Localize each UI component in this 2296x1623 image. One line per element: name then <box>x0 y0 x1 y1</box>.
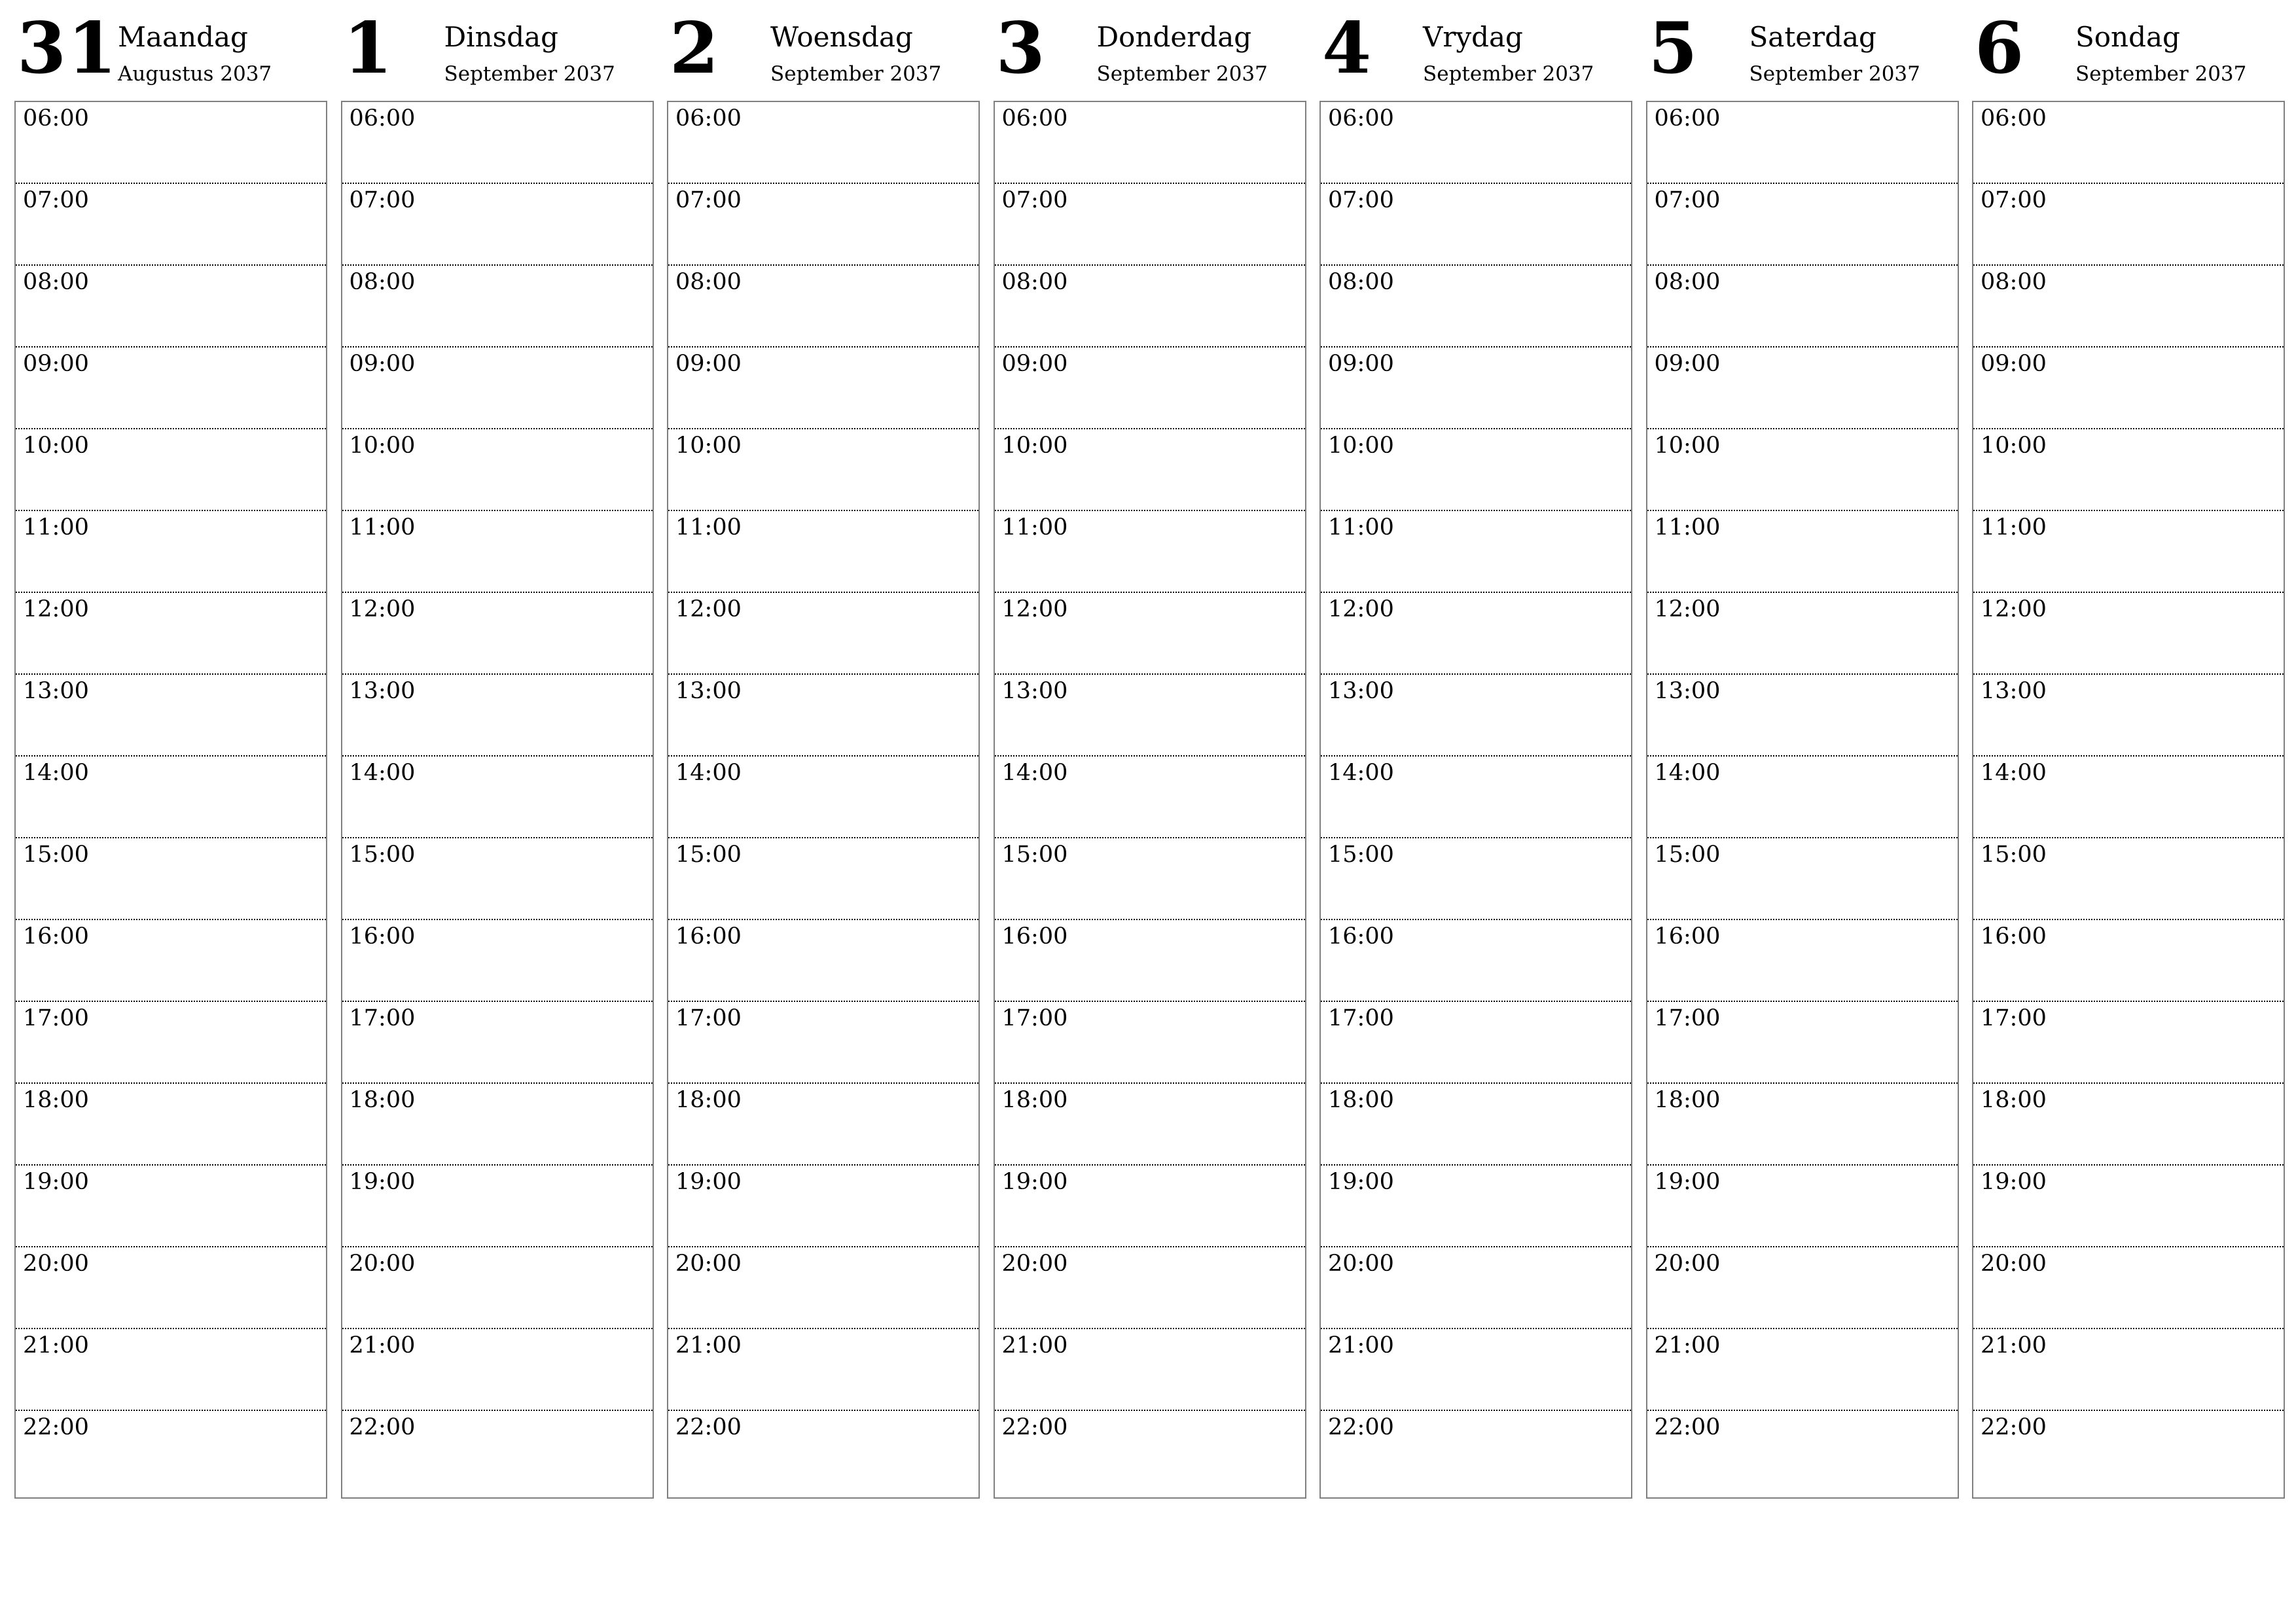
time-label: 13:00 <box>23 678 89 704</box>
time-slot[interactable] <box>16 184 326 266</box>
day-schedule-box <box>14 101 327 1499</box>
time-label: 13:00 <box>1328 678 1394 704</box>
time-slot[interactable] <box>1973 1411 2284 1493</box>
day-name: Maandag <box>118 21 248 53</box>
time-slot[interactable] <box>995 675 1305 757</box>
time-slot[interactable] <box>1973 593 2284 675</box>
time-slot[interactable] <box>995 1411 1305 1493</box>
time-label: 07:00 <box>1328 187 1394 213</box>
time-label: 11:00 <box>1654 514 1721 541</box>
time-label: 07:00 <box>1981 187 2047 213</box>
day-header <box>341 0 654 101</box>
time-slot[interactable] <box>342 1329 653 1411</box>
time-slot[interactable] <box>1647 593 1958 675</box>
month-year: September 2037 <box>1749 62 1920 86</box>
time-slot[interactable] <box>1321 838 1631 920</box>
time-slot[interactable] <box>16 511 326 593</box>
time-slot[interactable] <box>1321 102 1631 184</box>
time-label: 14:00 <box>1001 760 1068 786</box>
time-label: 07:00 <box>1001 187 1068 213</box>
time-label: 11:00 <box>1001 514 1068 541</box>
time-label: 16:00 <box>1981 923 2047 950</box>
time-label: 22:00 <box>1654 1414 1721 1440</box>
time-label: 14:00 <box>1328 760 1394 786</box>
day-schedule-box <box>994 101 1306 1499</box>
time-slot[interactable] <box>1973 838 2284 920</box>
time-label: 11:00 <box>1981 514 2047 541</box>
time-slot[interactable] <box>1973 675 2284 757</box>
time-label: 14:00 <box>349 760 416 786</box>
time-label: 15:00 <box>23 842 89 868</box>
time-label: 08:00 <box>349 269 416 295</box>
time-label: 09:00 <box>675 351 742 377</box>
time-label: 16:00 <box>675 923 742 950</box>
time-slot[interactable] <box>668 1002 978 1084</box>
time-slot[interactable] <box>1321 1247 1631 1329</box>
time-slot[interactable] <box>668 266 978 348</box>
day-name: Vrydag <box>1423 21 1523 53</box>
time-slot[interactable] <box>1973 184 2284 266</box>
time-slot[interactable] <box>1647 1002 1958 1084</box>
day-column <box>1319 0 1632 1440</box>
time-label: 12:00 <box>1654 596 1721 622</box>
time-slot[interactable] <box>1321 920 1631 1002</box>
time-label: 22:00 <box>1981 1414 2047 1440</box>
time-slot[interactable] <box>668 1329 978 1411</box>
time-label: 18:00 <box>1654 1087 1721 1113</box>
time-label: 20:00 <box>1328 1251 1394 1277</box>
time-slot[interactable] <box>1973 757 2284 838</box>
time-label: 16:00 <box>23 923 89 950</box>
time-slot[interactable] <box>1647 511 1958 593</box>
time-slot[interactable] <box>342 266 653 348</box>
time-slot[interactable] <box>1321 1166 1631 1247</box>
day-number: 6 <box>1975 7 2026 90</box>
day-header <box>14 0 327 101</box>
time-slot[interactable] <box>1647 348 1958 429</box>
time-label: 07:00 <box>1654 187 1721 213</box>
time-label: 15:00 <box>1328 842 1394 868</box>
time-label: 13:00 <box>1654 678 1721 704</box>
time-label: 10:00 <box>23 433 89 459</box>
time-label: 16:00 <box>1654 923 1721 950</box>
time-slot[interactable] <box>995 1084 1305 1166</box>
time-label: 06:00 <box>1328 105 1394 132</box>
time-slot[interactable] <box>16 102 326 184</box>
time-slot[interactable] <box>1321 348 1631 429</box>
day-header <box>667 0 980 101</box>
time-label: 17:00 <box>675 1005 742 1031</box>
time-slot[interactable] <box>668 675 978 757</box>
time-slot[interactable] <box>342 757 653 838</box>
time-label: 09:00 <box>23 351 89 377</box>
time-label: 22:00 <box>675 1414 742 1440</box>
month-year: September 2037 <box>2075 62 2247 86</box>
time-slot[interactable] <box>1647 266 1958 348</box>
time-label: 13:00 <box>1001 678 1068 704</box>
day-schedule-box <box>1646 101 1959 1499</box>
time-slot[interactable] <box>342 920 653 1002</box>
time-label: 09:00 <box>1654 351 1721 377</box>
time-label: 14:00 <box>23 760 89 786</box>
time-label: 10:00 <box>349 433 416 459</box>
time-slot[interactable] <box>668 838 978 920</box>
time-slot[interactable] <box>668 102 978 184</box>
time-slot[interactable] <box>1973 1084 2284 1166</box>
day-number: 4 <box>1322 7 1373 90</box>
time-slot[interactable] <box>995 838 1305 920</box>
time-label: 22:00 <box>1328 1414 1394 1440</box>
time-label: 20:00 <box>675 1251 742 1277</box>
time-slot[interactable] <box>995 184 1305 266</box>
time-slot[interactable] <box>16 1084 326 1166</box>
time-slot[interactable] <box>16 1329 326 1411</box>
time-label: 19:00 <box>1981 1169 2047 1195</box>
time-label: 12:00 <box>1981 596 2047 622</box>
time-label: 19:00 <box>1328 1169 1394 1195</box>
time-slot[interactable] <box>1973 1166 2284 1247</box>
time-slot[interactable] <box>1647 1329 1958 1411</box>
time-label: 15:00 <box>1981 842 2047 868</box>
time-slot[interactable] <box>1647 102 1958 184</box>
time-label: 11:00 <box>23 514 89 541</box>
time-label: 22:00 <box>1001 1414 1068 1440</box>
time-slot[interactable] <box>995 348 1305 429</box>
time-slot[interactable] <box>16 838 326 920</box>
time-label: 06:00 <box>23 105 89 132</box>
time-label: 18:00 <box>1328 1087 1394 1113</box>
day-column <box>14 0 327 1440</box>
time-slot[interactable] <box>342 1247 653 1329</box>
time-slot[interactable] <box>16 348 326 429</box>
day-header <box>1646 0 1959 101</box>
time-label: 08:00 <box>1981 269 2047 295</box>
time-slot[interactable] <box>16 920 326 1002</box>
time-slot[interactable] <box>668 1166 978 1247</box>
time-slot[interactable] <box>995 429 1305 511</box>
day-schedule-box <box>667 101 980 1499</box>
time-label: 18:00 <box>675 1087 742 1113</box>
time-slot[interactable] <box>16 1166 326 1247</box>
time-label: 12:00 <box>1001 596 1068 622</box>
time-slot[interactable] <box>995 757 1305 838</box>
time-label: 12:00 <box>1328 596 1394 622</box>
time-slot[interactable] <box>1973 102 2284 184</box>
time-label: 14:00 <box>1981 760 2047 786</box>
time-label: 18:00 <box>1981 1087 2047 1113</box>
time-slot[interactable] <box>1647 1411 1958 1493</box>
time-slot[interactable] <box>995 593 1305 675</box>
time-slot[interactable] <box>342 1084 653 1166</box>
time-label: 20:00 <box>1001 1251 1068 1277</box>
time-slot[interactable] <box>1973 511 2284 593</box>
month-year: September 2037 <box>1423 62 1594 86</box>
time-label: 12:00 <box>349 596 416 622</box>
time-label: 18:00 <box>23 1087 89 1113</box>
time-slot[interactable] <box>1321 593 1631 675</box>
time-label: 22:00 <box>349 1414 416 1440</box>
time-slot[interactable] <box>1647 838 1958 920</box>
time-slot[interactable] <box>1647 920 1958 1002</box>
time-label: 07:00 <box>675 187 742 213</box>
time-slot[interactable] <box>668 348 978 429</box>
time-label: 12:00 <box>675 596 742 622</box>
time-slot[interactable] <box>1321 1002 1631 1084</box>
time-label: 13:00 <box>349 678 416 704</box>
time-label: 16:00 <box>1328 923 1394 950</box>
time-label: 16:00 <box>1001 923 1068 950</box>
day-schedule-box <box>341 101 654 1499</box>
time-slot[interactable] <box>342 184 653 266</box>
time-label: 06:00 <box>349 105 416 132</box>
day-column <box>1972 0 2285 1440</box>
time-label: 14:00 <box>1654 760 1721 786</box>
time-slot[interactable] <box>1647 675 1958 757</box>
time-slot[interactable] <box>1321 1329 1631 1411</box>
time-label: 20:00 <box>1654 1251 1721 1277</box>
time-label: 09:00 <box>1981 351 2047 377</box>
day-header <box>994 0 1306 101</box>
time-slot[interactable] <box>342 838 653 920</box>
time-slot[interactable] <box>1321 675 1631 757</box>
time-slot[interactable] <box>16 1247 326 1329</box>
day-number: 5 <box>1648 7 1699 90</box>
time-slot[interactable] <box>16 429 326 511</box>
time-slot[interactable] <box>1973 266 2284 348</box>
time-label: 22:00 <box>23 1414 89 1440</box>
time-label: 19:00 <box>1001 1169 1068 1195</box>
time-slot[interactable] <box>1973 920 2284 1002</box>
time-label: 07:00 <box>23 187 89 213</box>
time-label: 15:00 <box>349 842 416 868</box>
time-slot[interactable] <box>342 1166 653 1247</box>
time-slot[interactable] <box>995 1002 1305 1084</box>
time-label: 15:00 <box>1001 842 1068 868</box>
time-slot[interactable] <box>668 511 978 593</box>
time-slot[interactable] <box>1973 1247 2284 1329</box>
day-name: Saterdag <box>1749 21 1876 53</box>
time-label: 17:00 <box>1328 1005 1394 1031</box>
day-number: 2 <box>670 7 721 90</box>
time-label: 21:00 <box>1981 1332 2047 1359</box>
time-label: 09:00 <box>349 351 416 377</box>
time-slot[interactable] <box>995 102 1305 184</box>
time-slot[interactable] <box>995 266 1305 348</box>
time-slot[interactable] <box>668 1084 978 1166</box>
time-label: 06:00 <box>1001 105 1068 132</box>
time-slot[interactable] <box>1973 1329 2284 1411</box>
time-label: 21:00 <box>1654 1332 1721 1359</box>
time-slot[interactable] <box>668 1411 978 1493</box>
day-name: Dinsdag <box>444 21 559 53</box>
time-slot[interactable] <box>16 757 326 838</box>
month-year: September 2037 <box>444 62 615 86</box>
time-slot[interactable] <box>342 102 653 184</box>
time-label: 19:00 <box>675 1169 742 1195</box>
time-label: 08:00 <box>1001 269 1068 295</box>
time-slot[interactable] <box>1647 1247 1958 1329</box>
time-slot[interactable] <box>1321 184 1631 266</box>
time-label: 10:00 <box>675 433 742 459</box>
time-slot[interactable] <box>342 511 653 593</box>
day-schedule-box <box>1972 101 2285 1499</box>
time-slot[interactable] <box>342 675 653 757</box>
time-slot[interactable] <box>16 266 326 348</box>
time-slot[interactable] <box>1321 266 1631 348</box>
time-label: 11:00 <box>675 514 742 541</box>
time-slot[interactable] <box>342 429 653 511</box>
time-label: 12:00 <box>23 596 89 622</box>
time-slot[interactable] <box>668 184 978 266</box>
day-column <box>667 0 980 1440</box>
time-label: 20:00 <box>23 1251 89 1277</box>
month-year: Augustus 2037 <box>118 62 272 86</box>
time-label: 10:00 <box>1981 433 2047 459</box>
time-label: 09:00 <box>1001 351 1068 377</box>
time-label: 09:00 <box>1328 351 1394 377</box>
time-slot[interactable] <box>1321 1084 1631 1166</box>
time-slot[interactable] <box>342 1411 653 1493</box>
time-slot[interactable] <box>1647 1084 1958 1166</box>
time-label: 18:00 <box>349 1087 416 1113</box>
time-label: 15:00 <box>1654 842 1721 868</box>
time-label: 19:00 <box>23 1169 89 1195</box>
time-label: 08:00 <box>675 269 742 295</box>
day-header <box>1319 0 1632 101</box>
time-slot[interactable] <box>1321 757 1631 838</box>
time-slot[interactable] <box>1647 757 1958 838</box>
time-slot[interactable] <box>1647 1166 1958 1247</box>
day-header <box>1972 0 2285 101</box>
time-slot[interactable] <box>668 920 978 1002</box>
time-slot[interactable] <box>995 511 1305 593</box>
time-label: 14:00 <box>675 760 742 786</box>
time-label: 19:00 <box>349 1169 416 1195</box>
time-label: 08:00 <box>1328 269 1394 295</box>
time-label: 06:00 <box>1981 105 2047 132</box>
time-slot[interactable] <box>1321 1411 1631 1493</box>
day-number: 3 <box>996 7 1047 90</box>
time-slot[interactable] <box>668 1247 978 1329</box>
time-label: 10:00 <box>1654 433 1721 459</box>
time-slot[interactable] <box>16 1411 326 1493</box>
time-label: 07:00 <box>349 187 416 213</box>
time-slot[interactable] <box>668 757 978 838</box>
day-name: Donderdag <box>1096 21 1252 53</box>
day-number: 1 <box>343 7 394 90</box>
time-slot[interactable] <box>1973 348 2284 429</box>
time-slot[interactable] <box>995 920 1305 1002</box>
time-label: 15:00 <box>675 842 742 868</box>
time-label: 17:00 <box>1001 1005 1068 1031</box>
time-slot[interactable] <box>16 593 326 675</box>
time-label: 18:00 <box>1001 1087 1068 1113</box>
time-slot[interactable] <box>1647 429 1958 511</box>
time-label: 21:00 <box>1328 1332 1394 1359</box>
time-label: 11:00 <box>1328 514 1394 541</box>
day-column <box>994 0 1306 1440</box>
month-year: September 2037 <box>1096 62 1268 86</box>
time-label: 10:00 <box>1001 433 1068 459</box>
time-slot[interactable] <box>995 1166 1305 1247</box>
time-label: 06:00 <box>1654 105 1721 132</box>
day-number: 31 <box>17 7 118 90</box>
day-name: Woensdag <box>770 21 913 53</box>
time-slot[interactable] <box>995 1247 1305 1329</box>
time-label: 08:00 <box>1654 269 1721 295</box>
time-label: 17:00 <box>23 1005 89 1031</box>
time-label: 17:00 <box>1981 1005 2047 1031</box>
time-slot[interactable] <box>16 675 326 757</box>
day-column <box>1646 0 1959 1440</box>
time-slot[interactable] <box>342 1002 653 1084</box>
time-slot[interactable] <box>1321 511 1631 593</box>
day-schedule-box <box>1319 101 1632 1499</box>
time-slot[interactable] <box>1321 429 1631 511</box>
time-label: 13:00 <box>675 678 742 704</box>
time-label: 21:00 <box>349 1332 416 1359</box>
day-column <box>341 0 654 1440</box>
time-label: 11:00 <box>349 514 416 541</box>
time-slot[interactable] <box>995 1329 1305 1411</box>
time-slot[interactable] <box>1647 184 1958 266</box>
time-slot[interactable] <box>1973 1002 2284 1084</box>
time-label: 16:00 <box>349 923 416 950</box>
time-label: 19:00 <box>1654 1169 1721 1195</box>
time-label: 20:00 <box>349 1251 416 1277</box>
time-slot[interactable] <box>16 1002 326 1084</box>
time-label: 13:00 <box>1981 678 2047 704</box>
time-label: 06:00 <box>675 105 742 132</box>
month-year: September 2037 <box>770 62 942 86</box>
time-slot[interactable] <box>342 348 653 429</box>
time-slot[interactable] <box>668 593 978 675</box>
time-label: 21:00 <box>675 1332 742 1359</box>
time-slot[interactable] <box>668 429 978 511</box>
time-label: 21:00 <box>23 1332 89 1359</box>
time-label: 17:00 <box>1654 1005 1721 1031</box>
time-label: 10:00 <box>1328 433 1394 459</box>
time-label: 08:00 <box>23 269 89 295</box>
time-slot[interactable] <box>1973 429 2284 511</box>
time-label: 20:00 <box>1981 1251 2047 1277</box>
time-label: 21:00 <box>1001 1332 1068 1359</box>
time-slot[interactable] <box>342 593 653 675</box>
day-name: Sondag <box>2075 21 2180 53</box>
time-label: 17:00 <box>349 1005 416 1031</box>
